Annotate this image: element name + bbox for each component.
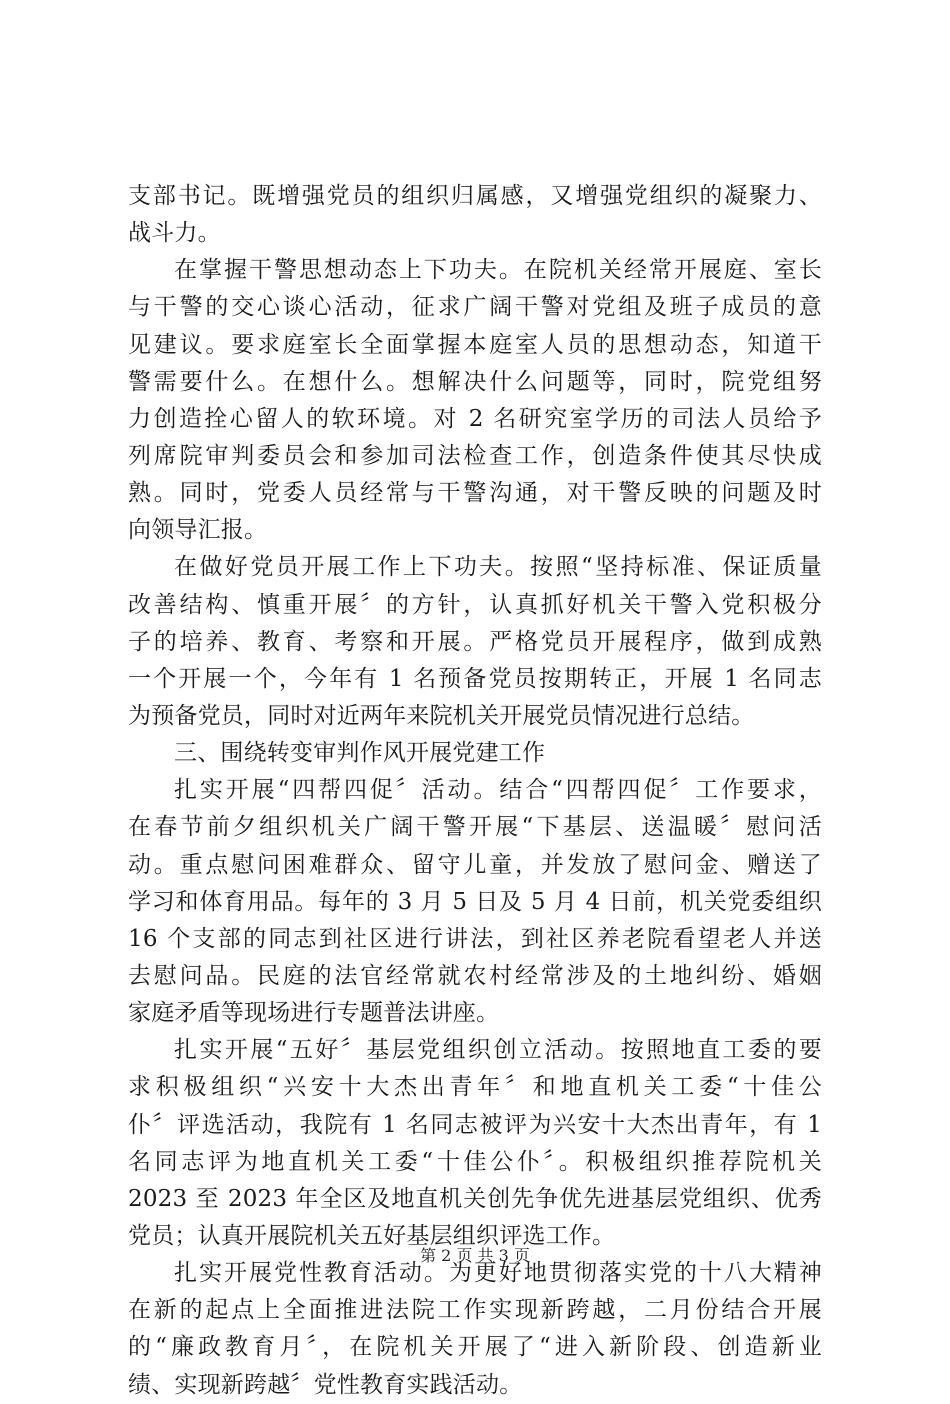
text-line: 学习和体育用品。每年的 3 月 5 日及 5 月 4 日前，机关党委组织 <box>128 888 822 915</box>
text-line: 为预备党员，同时对近两年来院机关开展党员情况进行总结。 <box>128 702 755 729</box>
text-line: 列席院审判委员会和参加司法检查工作，创造条件使其尽快成 <box>128 442 822 469</box>
text-line: 的“廉政教育月〞，在院机关开展了“进入新阶段、创造新业 <box>128 1334 822 1361</box>
text-line: 去慰问品。民庭的法官经常就农村经常涉及的土地纠纷、婚姻 <box>128 962 822 989</box>
document-body <box>128 178 822 1404</box>
text-line: 家庭矛盾等现场进行专题普法讲座。 <box>128 1000 500 1027</box>
text-line: 三、围绕转变审判作风开展党建工作 <box>174 740 546 767</box>
text-line: 扎实开展党性教育活动。为更好地贯彻落实党的十八大精神 <box>174 1260 822 1287</box>
text-line: 党员；认真开展院机关五好基层组织评选工作。 <box>128 1222 616 1249</box>
text-line: 仆〞评选活动，我院有 1 名同志被评为兴安十大杰出青年，有 1 <box>128 1111 822 1138</box>
text-line: 动。重点慰问困难群众、留守儿童，并发放了慰问金、赠送了 <box>128 851 822 878</box>
text-line: 扎实开展“四帮四促〞活动。结合“四帮四促〞工作要求， <box>174 777 822 804</box>
text-line: 战斗力。 <box>128 220 221 247</box>
text-line: 扎实开展“五好〞基层党组织创立活动。按照地直工委的要 <box>174 1037 822 1064</box>
text-line: 警需要什么。在想什么。想解决什么问题等，同时，院党组努 <box>128 368 822 395</box>
text-line: 见建议。要求庭室长全面掌握本庭室人员的思想动态，知道干 <box>128 331 822 358</box>
text-line: 子的培养、教育、考察和开展。严格党员开展程序，做到成熟 <box>128 628 822 655</box>
text-line: 在新的起点上全面推进法院工作实现新跨越，二月份结合开展 <box>128 1297 822 1324</box>
text-line: 名同志评为地直机关工委“十佳公仆〞。积极组织推荐院机关 <box>128 1148 822 1175</box>
text-line: 在春节前夕组织机关广阔干警开展“下基层、送温暖〞慰问活 <box>128 814 822 841</box>
text-line: 熟。同时，党委人员经常与干警沟通，对干警反映的问题及时 <box>128 480 822 507</box>
text-line: 一个开展一个，今年有 1 名预备党员按期转正，开展 1 名同志 <box>128 665 822 692</box>
text-line: 支部书记。既增强党员的组织归属感，又增强党组织的凝聚力、 <box>128 183 822 209</box>
text-line: 改善结构、慎重开展〞的方针，认真抓好机关干警入党积极分 <box>128 591 822 618</box>
text-line: 绩、实现新跨越〞党性教育实践活动。 <box>128 1371 523 1398</box>
text-line: 力创造拴心留人的软环境。对 2 名研究室学历的司法人员给予 <box>128 405 822 432</box>
text-line: 与干警的交心谈心活动，征求广阔干警对党组及班子成员的意 <box>128 294 822 321</box>
text-line: 16 个支部的同志到社区进行讲法，到社区养老院看望老人并送 <box>128 925 822 952</box>
text-line: 2023 至 2023 年全区及地直机关创先争优先进基层党组织、优秀 <box>128 1185 822 1212</box>
text-line: 向领导汇报。 <box>128 517 268 544</box>
page-number-footer: 第 2 页 共 3 页 <box>420 1246 530 1265</box>
text-line: 在掌握干警思想动态上下功夫。在院机关经常开展庭、室长 <box>174 257 822 284</box>
text-line: 求积极组织“兴安十大杰出青年〞和地直机关工委“十佳公 <box>128 1074 822 1101</box>
text-line: 在做好党员开展工作上下功夫。按照“坚持标准、保证质量 <box>174 554 822 581</box>
